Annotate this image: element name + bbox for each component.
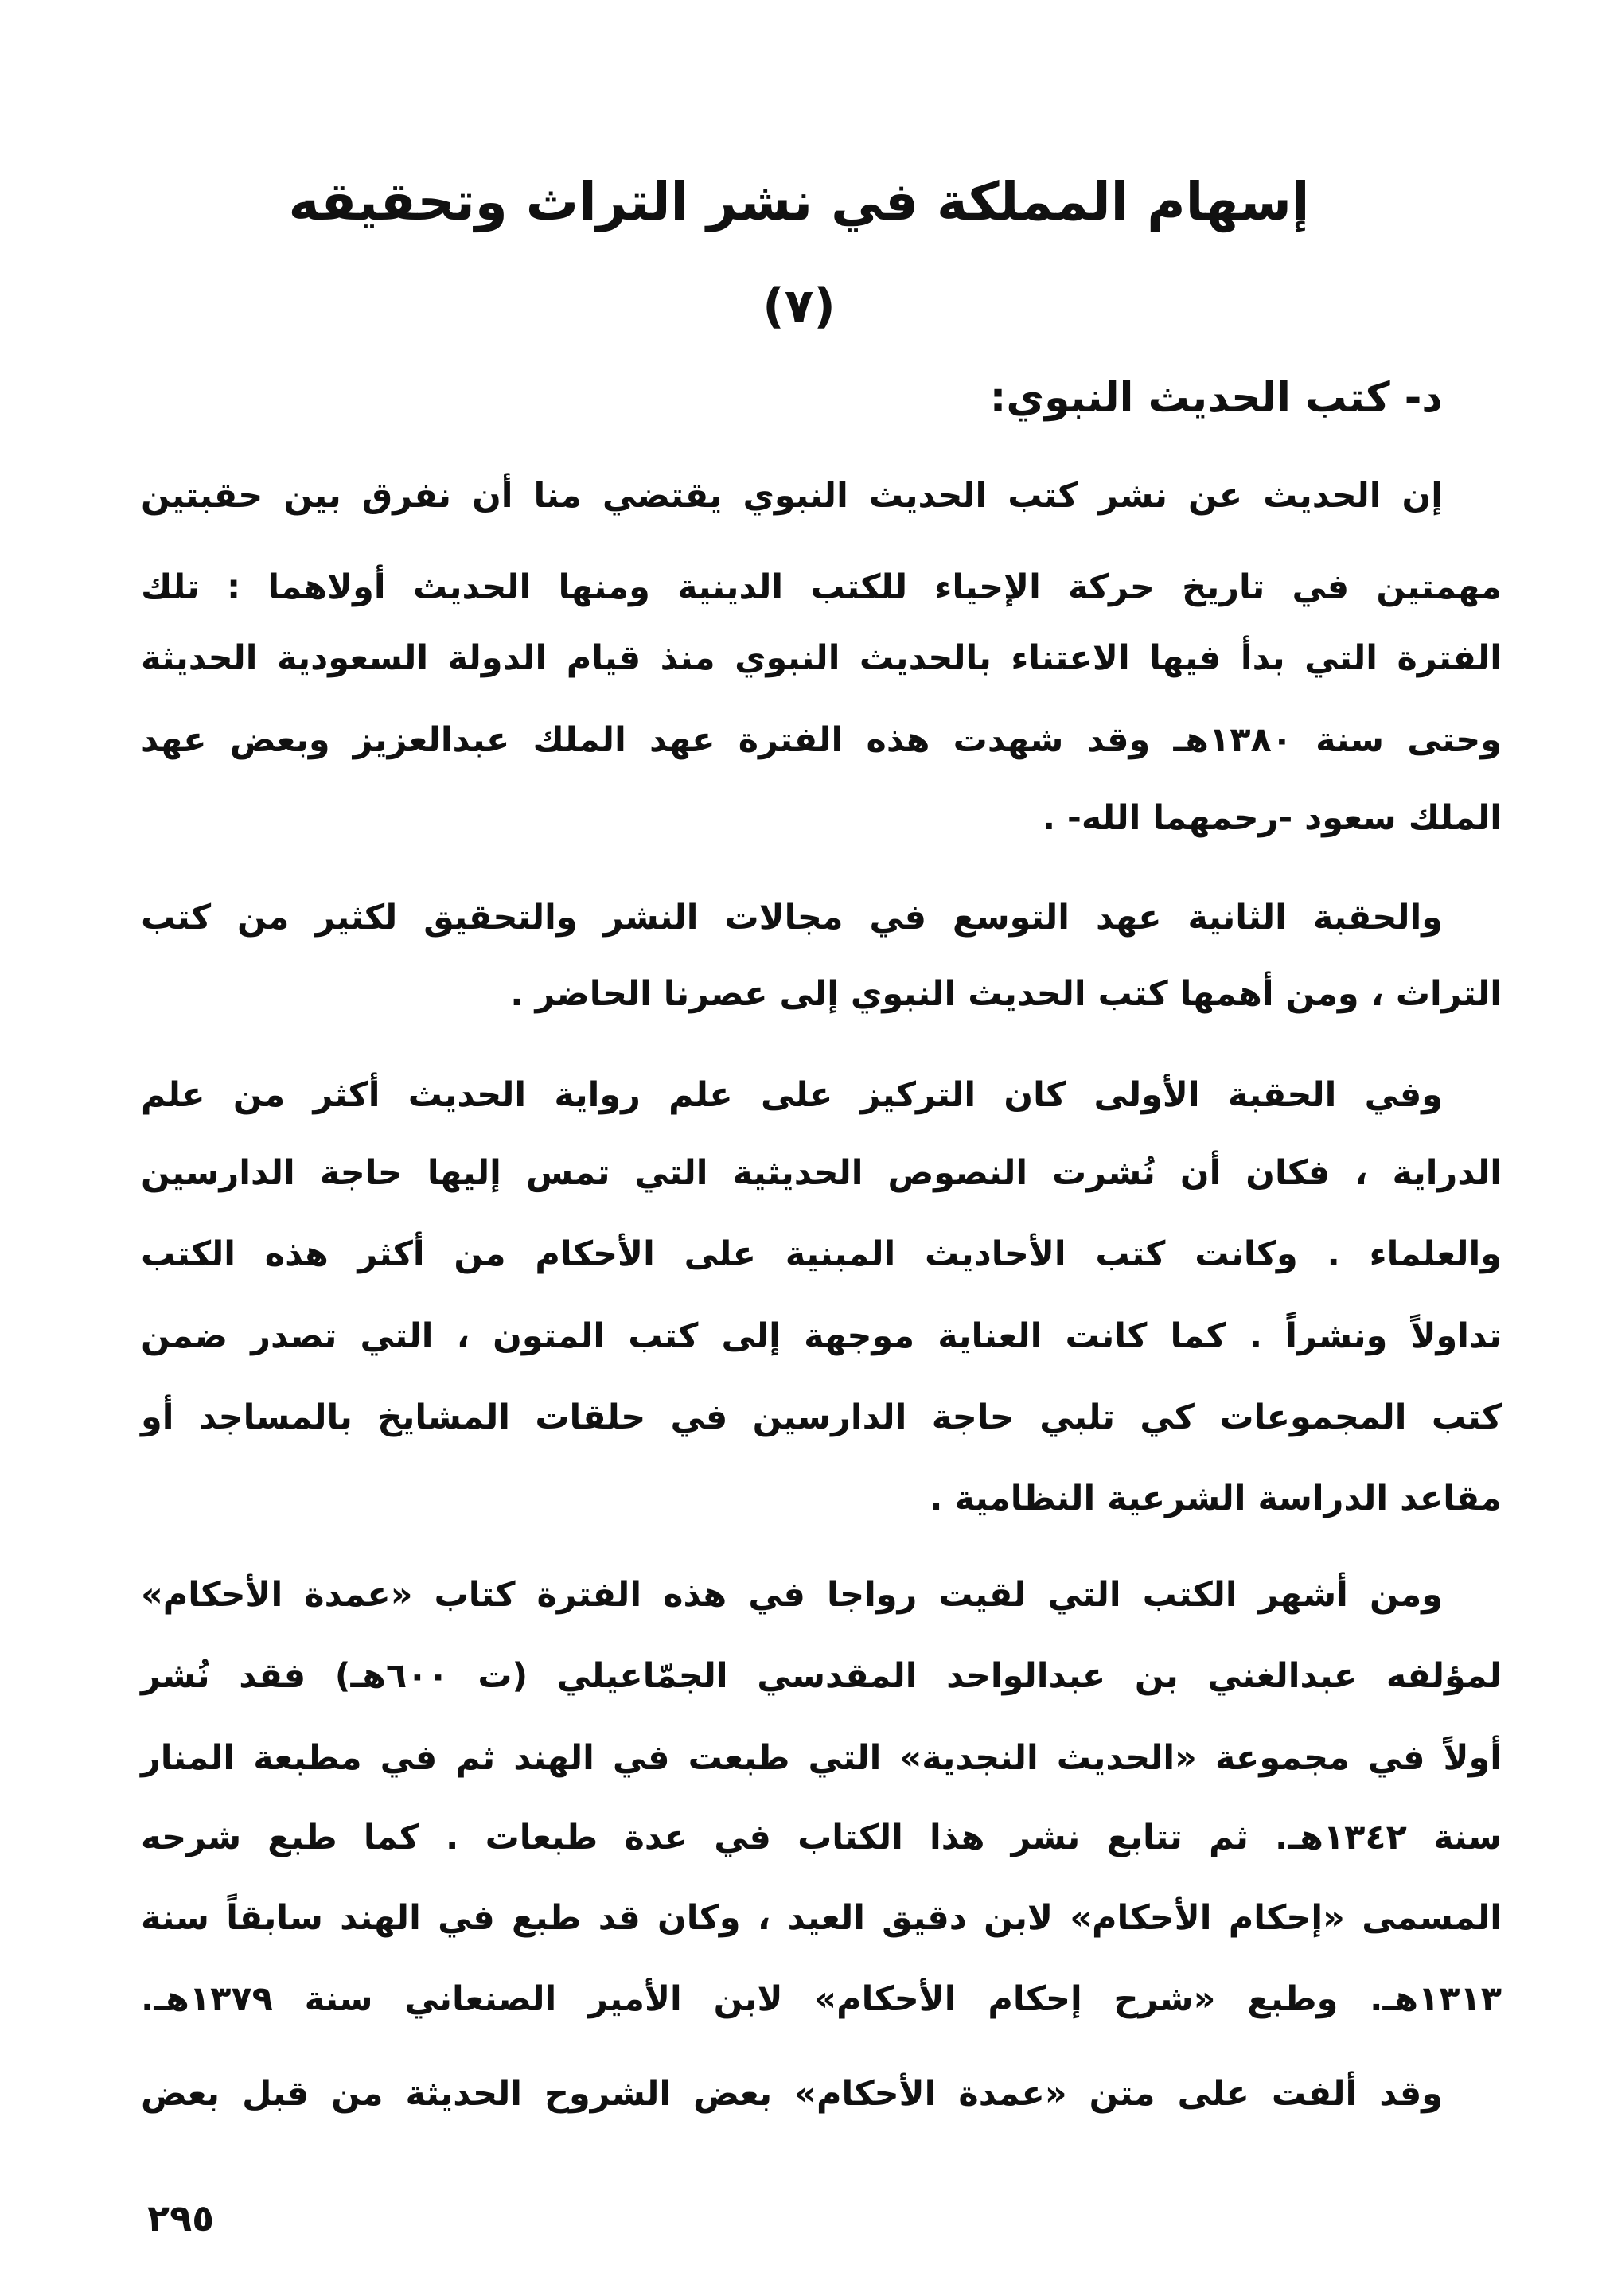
text-line: المسمى «إحكام الأحكام» لابن دقيق العيد ، وكان قد طبع في الهند سابقاً سنة xyxy=(141,1898,1502,1938)
text-line: سنة ١٣٤٢هـ. ثم تتابع نشر هذا الكتاب في عدة طبعات . كما طبع شرحه xyxy=(141,1818,1502,1857)
text-line: إن الحديث عن نشر كتب الحديث النبوي يقتضي منا أن نفرق بين حقبتين xyxy=(141,476,1443,516)
text-line: مهمتين في تاريخ حركة الإحياء للكتب الدينية ومنها الحديث أولاهما : تلك xyxy=(141,567,1502,607)
page-number: ٢٩٥ xyxy=(147,2197,215,2239)
text-line: أولاً في مجموعة «الحديث النجدية» التي طبعت في الهند ثم في مطبعة المنار xyxy=(141,1738,1502,1778)
text-line: وقد ألفت على متن «عمدة الأحكام» بعض الشروح الحديثة من قبل بعض xyxy=(141,2074,1443,2114)
text-line: الملك سعود -رحمهما الله- . xyxy=(1042,798,1502,838)
text-line: وحتى سنة ١٣٨٠هـ وقد شهدت هذه الفترة عهد الملك عبدالعزيز وبعض عهد xyxy=(141,720,1502,760)
text-line: مقاعد الدراسة الشرعية النظامية . xyxy=(930,1479,1502,1518)
text-line: التراث ، ومن أهمها كتب الحديث النبوي إلى عصرنا الحاضر . xyxy=(510,974,1502,1014)
section-heading: د- كتب الحديث النبوي: xyxy=(989,374,1443,422)
text-line: الفترة التي بدأ فيها الاعتناء بالحديث النبوي منذ قيام الدولة السعودية الحديثة xyxy=(141,638,1502,678)
text-line: ١٣١٣هـ. وطبع «شرح إحكام الأحكام» لابن الأمير الصنعاني سنة ١٣٧٩هـ. xyxy=(141,1979,1502,2019)
text-line: تداولاً ونشراً . كما كانت العناية موجهة إلى كتب المتون ، التي تصدر ضمن xyxy=(141,1316,1502,1356)
page-title: إسهام المملكة في نشر التراث وتحقيقه xyxy=(288,171,1310,232)
text-line: الدراية ، فكان أن نُشرت النصوص الحديثية التي تمس إليها حاجة الدارسين xyxy=(141,1153,1502,1193)
text-line: والعلماء . وكانت كتب الأحاديث المبنية على الأحكام من أكثر هذه الكتب xyxy=(141,1234,1502,1274)
text-line: ومن أشهر الكتب التي لقيت رواجا في هذه الفترة كتاب «عمدة الأحكام» xyxy=(141,1575,1443,1615)
text-line: كتب المجموعات كي تلبي حاجة الدارسين في حلقات المشايخ بالمساجد أو xyxy=(141,1397,1502,1437)
text-line: والحقبة الثانية عهد التوسع في مجالات النشر والتحقيق لكثير من كتب xyxy=(141,898,1443,938)
text-line: وفي الحقبة الأولى كان التركيز على علم رواية الحديث أكثر من علم xyxy=(141,1075,1443,1115)
part-number: (٧) xyxy=(762,279,836,334)
text-line: لمؤلفه عبدالغني بن عبدالواحد المقدسي الجمّاعيلي (ت ٦٠٠هـ) فقد نُشر xyxy=(141,1656,1502,1696)
